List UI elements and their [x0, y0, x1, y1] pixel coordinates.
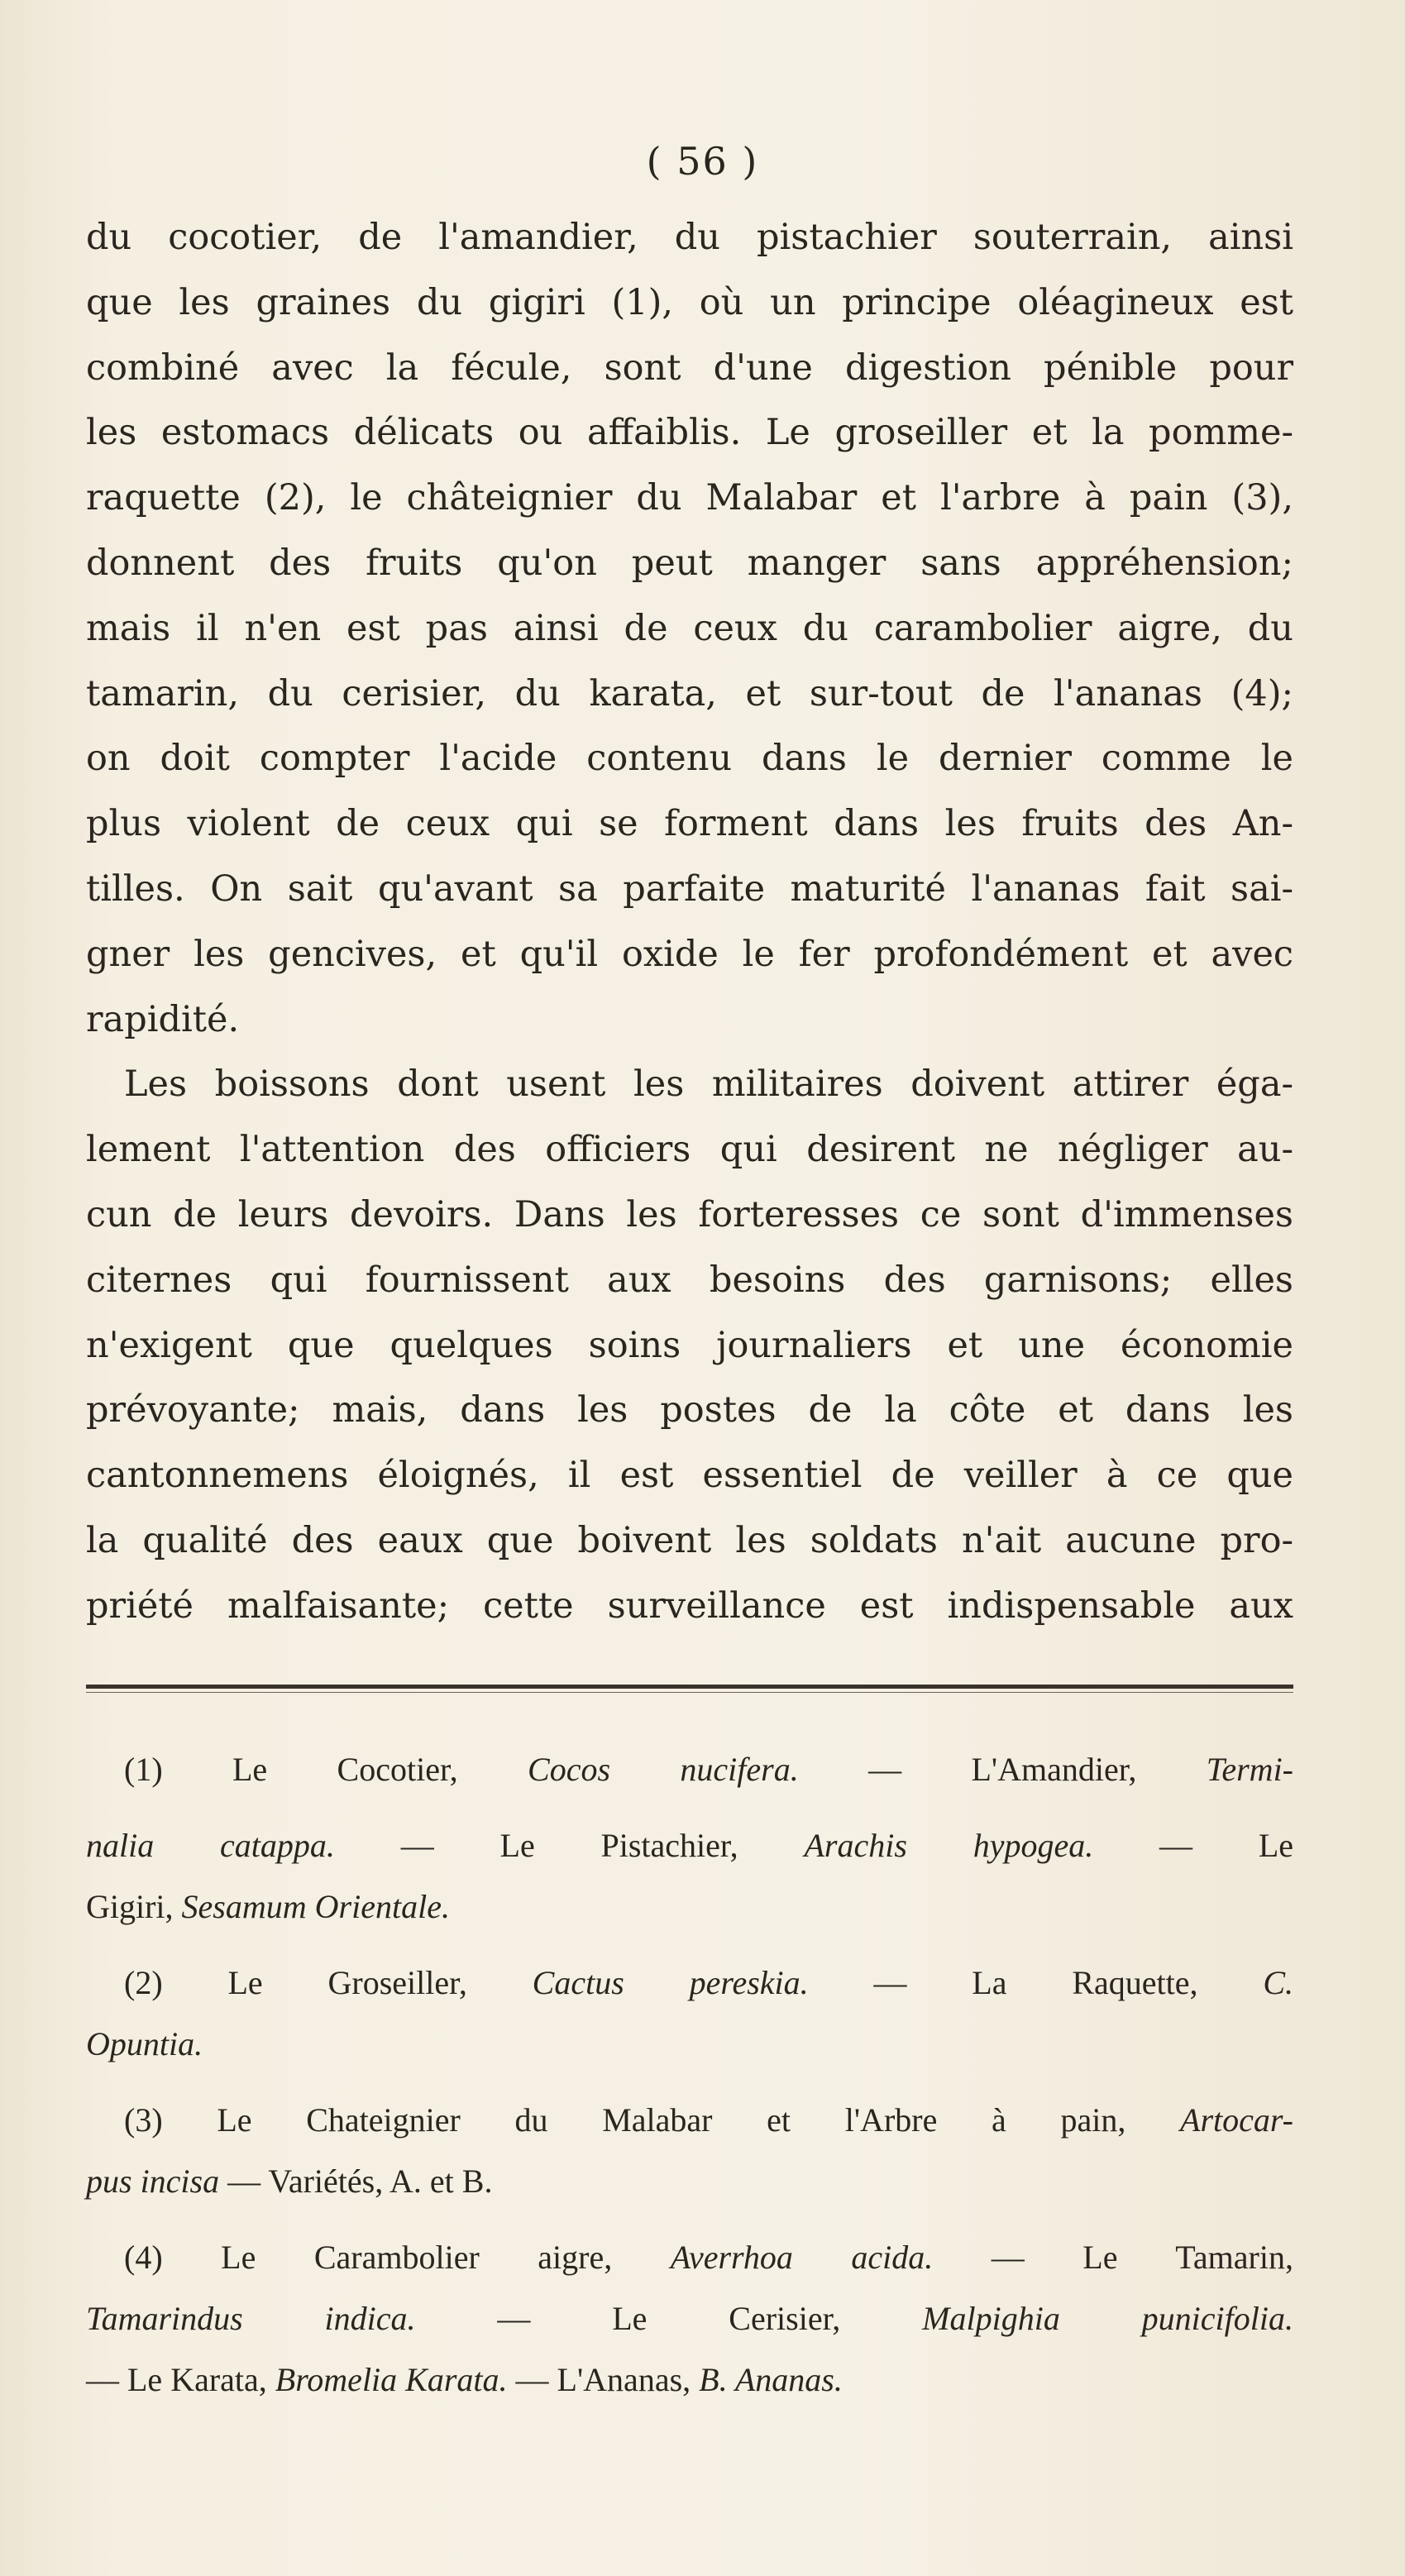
- footnote-separator-thin: [86, 1692, 1293, 1693]
- footnote-separator: [86, 1685, 1293, 1689]
- footnote-4-line-2: [86, 2288, 1293, 2349]
- footnote-text: (3) Le Chateignier du Malabar et l'Arbre à pain,: [124, 2101, 1181, 2139]
- footnote-text: — Le Pistachier,: [334, 1827, 805, 1864]
- footnote-text: — Le Cerisier,: [415, 2300, 923, 2337]
- text-line: gner les gencives, et qu'il oxide le fer profondément et avec: [86, 933, 1293, 975]
- text-line: rapidité.: [86, 998, 240, 1040]
- text-line: tilles. On sait qu'avant sa parfaite maturité l'ananas fait sai-: [86, 867, 1293, 910]
- footnote-text: — Le: [1093, 1827, 1293, 1864]
- footnote-3-line-2: [86, 2151, 1293, 2212]
- text-line: du cocotier, de l'amandier, du pistachier souterrain, ainsi: [86, 217, 1293, 258]
- footnote-species: Bromelia Karata.: [275, 2361, 508, 2398]
- footnote-species: nalia catappa.: [86, 1827, 335, 1864]
- text-line: n'exigent que quelques soins journaliers et une économie: [86, 1324, 1293, 1366]
- text-line: citernes qui fournissent aux besoins des garnisons; elles: [86, 1259, 1293, 1301]
- footnote-3-line-1: [86, 2090, 1293, 2151]
- footnote-species: Sesamum Orientale.: [181, 1888, 450, 1925]
- footnote-species: Cocos nucifera.: [528, 1751, 799, 1788]
- footnote-text: — Le Tamarin,: [933, 2239, 1293, 2276]
- footnote-text: (2) Le Groseiller,: [124, 1964, 533, 2001]
- footnote-1-line-1: [86, 1739, 1293, 1800]
- footnote-text: — La Raquette,: [808, 1964, 1264, 2001]
- footnote-2-line-1: [86, 1952, 1293, 2014]
- footnote-text: — Le Karata,: [86, 2361, 275, 2398]
- page-number: ( 56 ): [646, 139, 759, 184]
- text-line: prévoyante; mais, dans les postes de la côte et dans les: [86, 1389, 1293, 1431]
- text-line: combiné avec la fécule, sont d'une digestion pénible pour: [86, 346, 1293, 389]
- text-line: Les boissons dont usent les militaires doivent attirer éga-: [124, 1063, 1293, 1106]
- text-line: cantonnemens éloignés, il est essentiel de veiller à ce que: [86, 1455, 1293, 1497]
- footnote-species: Malpighia punicifolia.: [922, 2300, 1294, 2337]
- text-line: mais il n'en est pas ainsi de ceux du carambolier aigre, du: [86, 607, 1293, 649]
- text-line: raquette (2), le châteignier du Malabar et l'arbre à pain (3),: [86, 477, 1293, 519]
- footnote-species: Termi-: [1206, 1751, 1293, 1788]
- text-line: priété malfaisante; cette surveillance est indispensable aux: [86, 1584, 1293, 1627]
- footnote-species: B. Ananas.: [699, 2361, 843, 2398]
- footnote-text: Gigiri,: [86, 1888, 182, 1925]
- footnote-1-line-3: [86, 1876, 1293, 1938]
- footnote-2-line-2: [86, 2014, 1293, 2075]
- text-line: lement l'attention des officiers qui desirent ne négliger au-: [86, 1129, 1293, 1171]
- main-text: [86, 205, 1293, 1639]
- text-line: plus violent de ceux qui se forment dans les fruits des An-: [86, 803, 1293, 845]
- text-line: cun de leurs devoirs. Dans les forteresses ce sont d'immenses: [86, 1193, 1293, 1235]
- footnote-4-line-3: [86, 2349, 1293, 2411]
- footnote-species: Artocar-: [1180, 2101, 1293, 2139]
- footnote-species: C.: [1263, 1964, 1294, 2001]
- footnote-species: Arachis hypogea.: [804, 1827, 1094, 1864]
- footnote-species: Cactus pereskia.: [532, 1964, 809, 2001]
- footnote-species: pus incisa: [86, 2163, 220, 2200]
- text-line: on doit compter l'acide contenu dans le dernier comme le: [86, 738, 1293, 780]
- footnote-species: Averrhoa acida.: [670, 2239, 934, 2276]
- footnote-species: Opuntia.: [86, 2025, 203, 2062]
- text-line: la qualité des eaux que boivent les soldats n'ait aucune pro-: [86, 1519, 1293, 1561]
- text-line: tamarin, du cerisier, du karata, et sur-tout de l'ananas (4);: [86, 672, 1293, 714]
- text-line: que les graines du gigiri (1), où un principe oléagineux est: [86, 281, 1293, 323]
- footnote-text: (1) Le Cocotier,: [124, 1751, 528, 1788]
- text-line: donnent des fruits qu'on peut manger sans appréhension;: [86, 542, 1293, 584]
- text-line: les estomacs délicats ou affaiblis. Le groseiller et la pomme-: [86, 412, 1293, 454]
- footnote-text: (4) Le Carambolier aigre,: [124, 2239, 671, 2276]
- footnote-text: — L'Amandier,: [798, 1751, 1207, 1788]
- footnote-1-line-2: [86, 1815, 1293, 1876]
- footnote-text: — Variétés, A. et B.: [219, 2163, 493, 2200]
- footnotes: [86, 1739, 1293, 2425]
- footnote-species: Tamarindus indica.: [86, 2300, 416, 2337]
- footnote-text: — L'Ananas,: [507, 2361, 700, 2398]
- footnote-4-line-1: [86, 2227, 1293, 2288]
